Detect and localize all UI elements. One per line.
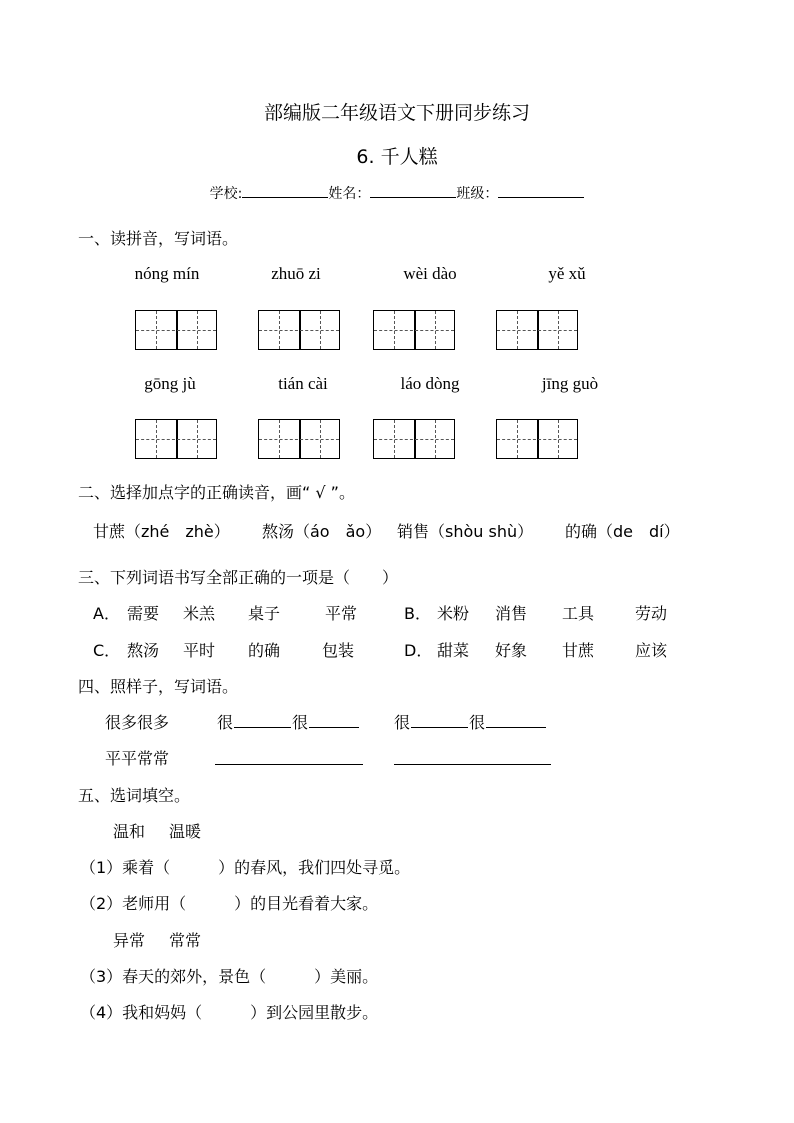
question-1[interactable]: （1）乘着（ ）的春风，我们四处寻觅。 [80, 858, 411, 877]
fill-blank[interactable] [309, 727, 359, 728]
section-2-heading: 二、选择加点字的正确读音，画“ √ ”。 [78, 483, 355, 502]
pinyin-1-3: wèi dào [403, 264, 457, 283]
option-c-word: 的确 [248, 641, 281, 660]
class-field[interactable] [498, 183, 584, 198]
lesson-title: 6. 千人糕 [356, 146, 438, 168]
fill-blank[interactable] [411, 727, 468, 728]
word-choice: 异常 [113, 931, 146, 950]
option-b-label[interactable]: B． [404, 604, 431, 623]
writing-grid-1-4[interactable] [496, 310, 578, 350]
option-d-label[interactable]: D． [404, 641, 433, 660]
option-c-word: 平时 [183, 641, 216, 660]
hen-char: 很 [292, 713, 309, 732]
writing-grid-2-3[interactable] [373, 419, 455, 459]
option-b-word: 消售 [495, 604, 528, 623]
school-label: 学校: [209, 186, 243, 202]
option-a-word: 米羔 [183, 604, 216, 623]
pinyin-2-1: gōng jù [144, 374, 196, 393]
option-a-word: 平常 [325, 604, 358, 623]
writing-grid-2-1[interactable] [135, 419, 217, 459]
writing-grid-1-3[interactable] [373, 310, 455, 350]
section-5-heading: 五、选词填空。 [78, 786, 191, 805]
example-word-1: 很多很多 [105, 713, 170, 732]
student-info-line [0, 183, 794, 203]
word-choice: 常常 [169, 931, 202, 950]
option-d-word: 甘蔗 [562, 641, 595, 660]
pinyin-1-1: nóng mín [134, 264, 200, 283]
pinyin-1-4: yě xǔ [548, 264, 586, 283]
word-choice: 温暖 [169, 822, 202, 841]
question-4[interactable]: （4）我和妈妈（ ）到公园里散步。 [80, 1003, 379, 1022]
pinyin-1-2: zhuō zi [271, 264, 321, 283]
option-c-word: 包装 [322, 641, 355, 660]
name-field[interactable] [370, 183, 456, 198]
option-d-word: 好象 [495, 641, 528, 660]
hen-char: 很 [469, 713, 486, 732]
reading-choice-1[interactable]: 甘蔗（zhé zhè） [93, 522, 230, 541]
fill-blank[interactable] [394, 764, 551, 765]
writing-grid-2-4[interactable] [496, 419, 578, 459]
option-d-word: 应该 [635, 641, 668, 660]
pinyin-2-4: jīng guò [541, 374, 599, 393]
option-c-word: 熬汤 [127, 641, 160, 660]
section-1-heading: 一、读拼音，写词语。 [78, 229, 239, 248]
option-b-word: 劳动 [635, 604, 668, 623]
writing-grid-1-1[interactable] [135, 310, 217, 350]
hen-char: 很 [394, 713, 411, 732]
option-a-label[interactable]: A． [93, 604, 120, 623]
fill-blank[interactable] [215, 764, 363, 765]
class-label: 班级： [456, 186, 499, 202]
fill-blank[interactable] [234, 727, 291, 728]
question-3[interactable]: （3）春天的郊外，景色（ ）美丽。 [80, 967, 379, 986]
writing-grid-1-2[interactable] [258, 310, 340, 350]
pinyin-2-2: tián cài [278, 374, 328, 393]
reading-choice-2[interactable]: 熬汤（áo ǎo） [262, 522, 382, 541]
word-choice: 温和 [113, 822, 146, 841]
question-2[interactable]: （2）老师用（ ）的目光看着大家。 [80, 894, 379, 913]
option-b-word: 米粉 [437, 604, 470, 623]
option-d-word: 甜菜 [437, 641, 470, 660]
pinyin-2-3: láo dòng [400, 374, 460, 393]
hen-char: 很 [217, 713, 234, 732]
section-3-heading: 三、下列词语书写全部正确的一项是（ ） [78, 568, 399, 587]
name-label: 姓名： [328, 186, 371, 202]
option-a-word: 需要 [127, 604, 160, 623]
option-c-label[interactable]: C． [93, 641, 121, 660]
page-title: 部编版二年级语文下册同步练习 [263, 102, 530, 124]
option-a-word: 桌子 [248, 604, 281, 623]
option-b-word: 工具 [562, 604, 595, 623]
reading-choice-4[interactable]: 的确（de dí） [565, 522, 680, 541]
fill-blank[interactable] [486, 727, 546, 728]
example-word-2: 平平常常 [105, 749, 170, 768]
section-4-heading: 四、照样子，写词语。 [78, 677, 239, 696]
reading-choice-3[interactable]: 销售（shòu shù） [397, 522, 534, 541]
school-field[interactable] [242, 183, 328, 198]
writing-grid-2-2[interactable] [258, 419, 340, 459]
